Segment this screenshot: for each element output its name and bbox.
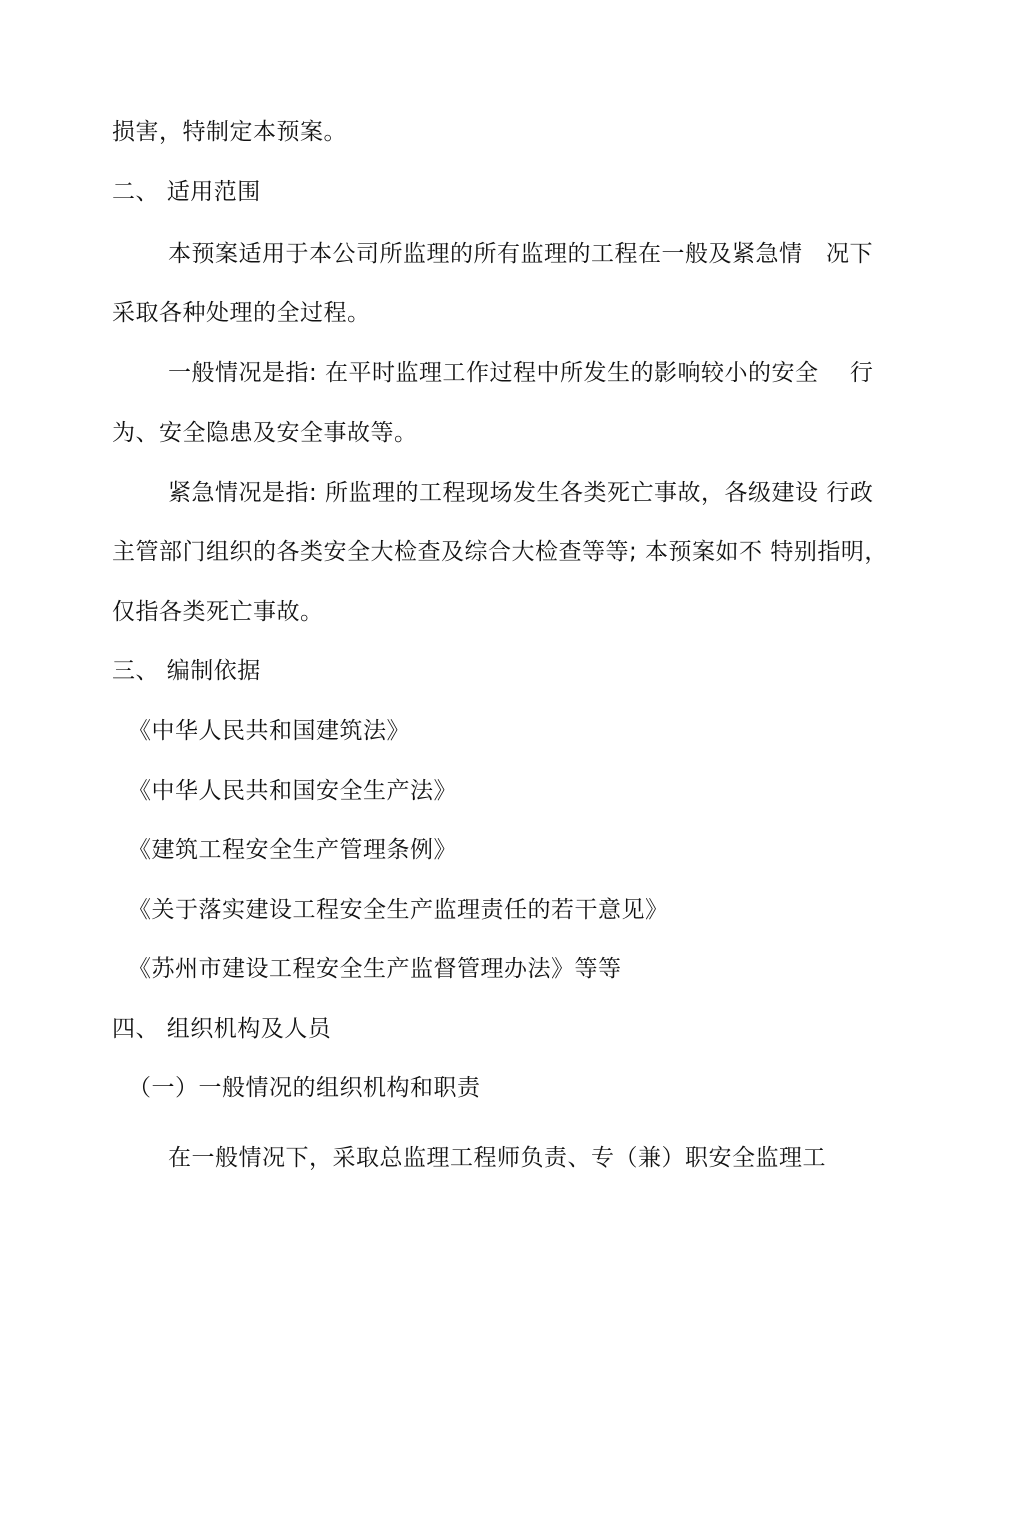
paragraph-line: 一般情况是指: 在平时监理工作过程中所发生的影响较小的安全 行 xyxy=(168,360,874,386)
reference-item: 《中华人民共和国安全生产法》 xyxy=(128,778,457,804)
reference-item: 《建筑工程安全生产管理条例》 xyxy=(128,837,457,863)
reference-item: 《中华人民共和国建筑法》 xyxy=(128,718,410,744)
paragraph-line: 紧急情况是指: 所监理的工程现场发生各类死亡事故，各级建设 行政 xyxy=(168,480,874,506)
paragraph-line: 仅指各类死亡事故。 xyxy=(112,599,324,625)
paragraph-line: 在一般情况下，采取总监理工程师负责、专（兼）职安全监理工 xyxy=(168,1145,826,1171)
subsection-heading: （一）一般情况的组织机构和职责 xyxy=(128,1075,481,1101)
paragraph-line: 主管部门组织的各类安全大检查及综合大检查等等; 本预案如不 特别指明， xyxy=(112,539,888,565)
paragraph-line: 采取各种处理的全过程。 xyxy=(112,300,371,326)
paragraph-line: 本预案适用于本公司所监理的所有监理的工程在一般及紧急情 况下 xyxy=(168,241,873,267)
section-heading: 四、 组织机构及人员 xyxy=(112,1016,332,1042)
reference-item: 《关于落实建设工程安全生产监理责任的若干意见》 xyxy=(128,897,669,923)
reference-item: 《苏州市建设工程安全生产监督管理办法》等等 xyxy=(128,956,622,982)
paragraph-line: 为、安全隐患及安全事故等。 xyxy=(112,420,418,446)
paragraph-line: 损害，特制定本预案。 xyxy=(112,119,347,145)
section-heading: 三、 编制依据 xyxy=(112,658,261,684)
section-heading: 二、 适用范围 xyxy=(112,179,261,205)
